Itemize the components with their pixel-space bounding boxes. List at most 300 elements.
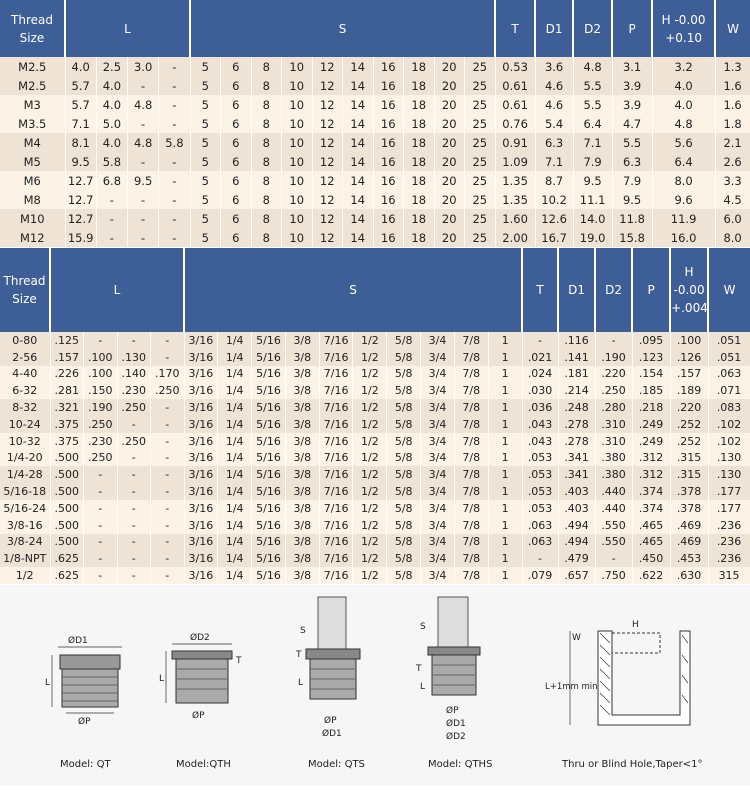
value-cell: 1.60 [495, 209, 535, 228]
value-cell: 7/8 [454, 382, 488, 399]
value-cell: 6 [221, 190, 252, 209]
value-cell: 5/8 [387, 382, 421, 399]
value-cell: 9.5 [65, 152, 96, 171]
table-row [0, 57, 750, 76]
value-cell: 6 [221, 76, 252, 95]
value-cell: 14 [343, 95, 374, 114]
value-cell: 25 [465, 95, 496, 114]
thread-size-cell: M5 [0, 152, 65, 171]
value-cell: - [151, 433, 185, 450]
diagram-qt [45, 635, 122, 770]
value-cell: 6.4 [652, 152, 715, 171]
table-row [0, 114, 750, 133]
value-cell: .190 [595, 349, 632, 366]
value-cell: .053 [522, 483, 558, 500]
value-cell: .043 [522, 433, 558, 450]
value-cell: 5/8 [387, 366, 421, 383]
value-cell: .250 [117, 399, 151, 416]
value-cell: - [522, 332, 558, 349]
value-cell: .469 [670, 517, 708, 534]
value-cell: 1 [488, 433, 522, 450]
value-cell: 3/4 [421, 382, 455, 399]
value-cell: .310 [595, 416, 632, 433]
value-cell: 5 [190, 171, 221, 190]
label-d2: ØD2 [446, 732, 466, 742]
value-cell: 3.1 [612, 57, 652, 76]
value-cell: 3/4 [421, 483, 455, 500]
value-cell: .150 [84, 382, 118, 399]
value-cell: 1 [488, 399, 522, 416]
value-cell: 5 [190, 133, 221, 152]
value-cell: .374 [632, 483, 670, 500]
value-cell: 3/16 [184, 567, 218, 584]
value-cell: 1 [488, 332, 522, 349]
value-cell: 18 [404, 228, 435, 247]
value-cell: 3/4 [421, 416, 455, 433]
value-cell: .250 [151, 382, 185, 399]
value-cell: 16 [373, 133, 404, 152]
value-cell: .079 [522, 567, 558, 584]
value-cell: 5 [190, 190, 221, 209]
value-cell: 6.4 [573, 114, 612, 133]
value-cell: 3/8 [285, 366, 319, 383]
value-cell: 3/8 [285, 466, 319, 483]
value-cell: 7/8 [454, 567, 488, 584]
value-cell: 3/8 [285, 433, 319, 450]
value-cell: .230 [84, 433, 118, 450]
value-cell: 1/4 [218, 433, 252, 450]
value-cell: 3/4 [421, 517, 455, 534]
value-cell: - [151, 517, 185, 534]
value-cell: 1/4 [218, 500, 252, 517]
value-cell: 1/4 [218, 483, 252, 500]
value-cell: .230 [117, 382, 151, 399]
value-cell: 12.7 [65, 209, 96, 228]
value-cell: 10 [282, 209, 313, 228]
value-cell: 7/8 [454, 450, 488, 467]
value-cell: .500 [50, 534, 84, 551]
value-cell: 7.9 [612, 171, 652, 190]
value-cell: 1.35 [495, 190, 535, 209]
value-cell: 1/4 [218, 349, 252, 366]
value-cell: 5 [190, 57, 221, 76]
value-cell: 1 [488, 450, 522, 467]
value-cell: .130 [708, 466, 750, 483]
value-cell: .278 [558, 433, 595, 450]
value-cell: .453 [670, 550, 708, 567]
value-cell: 14 [343, 76, 374, 95]
table-row [0, 550, 750, 567]
value-cell: .250 [84, 450, 118, 467]
value-cell: .170 [151, 366, 185, 383]
value-cell: 19.0 [573, 228, 612, 247]
value-cell: 5/8 [387, 416, 421, 433]
value-cell: - [117, 550, 151, 567]
diagram-qths [415, 597, 492, 770]
value-cell: 1/4 [218, 450, 252, 467]
value-cell: 5/16 [252, 399, 286, 416]
value-cell: 25 [465, 171, 496, 190]
label-t: T [236, 656, 242, 666]
value-cell: 1/2 [353, 567, 387, 584]
value-cell: .315 [670, 466, 708, 483]
value-cell: 10 [282, 133, 313, 152]
value-cell: 3/16 [184, 366, 218, 383]
value-cell: 1/2 [353, 450, 387, 467]
value-cell: 16.0 [652, 228, 715, 247]
value-cell: 8.7 [535, 171, 573, 190]
value-cell: .130 [117, 349, 151, 366]
value-cell: 1/4 [218, 382, 252, 399]
value-cell: .102 [708, 433, 750, 450]
value-cell: 12 [312, 95, 343, 114]
value-cell: 1/4 [218, 550, 252, 567]
value-cell: .500 [50, 517, 84, 534]
value-cell: .500 [50, 450, 84, 467]
value-cell: 4.8 [652, 114, 715, 133]
caption-qth: Model:QTH [176, 759, 231, 770]
value-cell: .126 [670, 349, 708, 366]
value-cell: 3/8 [285, 567, 319, 584]
value-cell: 16 [373, 95, 404, 114]
value-cell: 20 [434, 171, 465, 190]
value-cell: 16.7 [535, 228, 573, 247]
value-cell: 10 [282, 190, 313, 209]
value-cell: 12.7 [65, 171, 96, 190]
value-cell: - [159, 152, 190, 171]
value-cell: .374 [632, 500, 670, 517]
value-cell: .116 [558, 332, 595, 349]
value-cell: .220 [595, 366, 632, 383]
value-cell: 0.61 [495, 76, 535, 95]
table-header [0, 248, 750, 332]
thread-size-cell: M3.5 [0, 114, 65, 133]
value-cell: .550 [595, 517, 632, 534]
value-cell: 5/8 [387, 450, 421, 467]
value-cell: .378 [670, 483, 708, 500]
value-cell: 3/8 [285, 500, 319, 517]
header-thread-size: Thread Size [0, 0, 65, 57]
value-cell: 10 [282, 228, 313, 247]
value-cell: .469 [670, 534, 708, 551]
value-cell: 6 [221, 95, 252, 114]
value-cell: 25 [465, 228, 496, 247]
value-cell: - [159, 57, 190, 76]
value-cell: .380 [595, 466, 632, 483]
value-cell: .043 [522, 416, 558, 433]
diagram-hole [545, 620, 702, 770]
table-row [0, 76, 750, 95]
value-cell: - [84, 567, 118, 584]
value-cell: - [159, 76, 190, 95]
value-cell: .154 [632, 366, 670, 383]
value-cell: 5 [190, 209, 221, 228]
value-cell: 3/8 [285, 382, 319, 399]
value-cell: 1 [488, 550, 522, 567]
value-cell: .625 [50, 550, 84, 567]
value-cell: - [117, 567, 151, 584]
value-cell: 7.9 [573, 152, 612, 171]
diagram-qts [295, 597, 365, 770]
value-cell: 3/16 [184, 550, 218, 567]
value-cell: .341 [558, 450, 595, 467]
value-cell: .100 [84, 366, 118, 383]
thread-size-cell: 10-32 [0, 433, 50, 450]
value-cell: .190 [84, 399, 118, 416]
header-w: W [708, 248, 750, 332]
value-cell: 5.0 [96, 114, 127, 133]
value-cell: .157 [670, 366, 708, 383]
value-cell: 0.61 [495, 95, 535, 114]
value-cell: .036 [522, 399, 558, 416]
thread-size-cell: 3/8-24 [0, 534, 50, 551]
value-cell: 5.8 [96, 152, 127, 171]
value-cell: .063 [522, 534, 558, 551]
value-cell: 7/8 [454, 416, 488, 433]
value-cell: - [159, 95, 190, 114]
value-cell: - [84, 550, 118, 567]
value-cell: 10 [282, 95, 313, 114]
label-w: W [572, 633, 581, 643]
value-cell: 2.6 [715, 152, 750, 171]
table-row [0, 534, 750, 551]
value-cell: - [128, 76, 159, 95]
value-cell: 1/2 [353, 399, 387, 416]
value-cell: 7/16 [319, 483, 353, 500]
value-cell: - [128, 190, 159, 209]
value-cell: .125 [50, 332, 84, 349]
value-cell: 1 [488, 483, 522, 500]
value-cell: .157 [50, 349, 84, 366]
value-cell: .177 [708, 500, 750, 517]
value-cell: 5.5 [573, 95, 612, 114]
value-cell: 10 [282, 114, 313, 133]
value-cell: 7/8 [454, 534, 488, 551]
value-cell: 12 [312, 190, 343, 209]
header-d1: D1 [535, 0, 573, 57]
table-row [0, 517, 750, 534]
value-cell: 1 [488, 466, 522, 483]
value-cell: 7/16 [319, 466, 353, 483]
table-row [0, 133, 750, 152]
value-cell: .375 [50, 416, 84, 433]
value-cell: - [84, 483, 118, 500]
value-cell: .181 [558, 366, 595, 383]
value-cell: 18 [404, 133, 435, 152]
value-cell: 3/8 [285, 517, 319, 534]
label-d1: ØD1 [68, 636, 88, 646]
value-cell: 10 [282, 171, 313, 190]
value-cell: 3/4 [421, 550, 455, 567]
value-cell: 5.6 [652, 133, 715, 152]
value-cell: 3/4 [421, 466, 455, 483]
header-l: L [65, 0, 190, 57]
value-cell: 3.6 [535, 57, 573, 76]
value-cell: 1/2 [353, 500, 387, 517]
value-cell: 3/8 [285, 550, 319, 567]
value-cell: 20 [434, 190, 465, 209]
thread-size-cell: 8-32 [0, 399, 50, 416]
value-cell: 18 [404, 95, 435, 114]
thread-size-cell: M4 [0, 133, 65, 152]
value-cell: 3/16 [184, 500, 218, 517]
label-s: S [300, 626, 306, 636]
table-row [0, 152, 750, 171]
value-cell: - [151, 466, 185, 483]
value-cell: .071 [708, 382, 750, 399]
value-cell: .083 [708, 399, 750, 416]
value-cell: - [117, 534, 151, 551]
table-row [0, 209, 750, 228]
caption-qths: Model: QTHS [428, 759, 493, 770]
value-cell: 7.1 [573, 133, 612, 152]
value-cell: 9.5 [573, 171, 612, 190]
value-cell: .630 [670, 567, 708, 584]
value-cell: 16 [373, 171, 404, 190]
value-cell: 25 [465, 190, 496, 209]
value-cell: 1/4 [218, 517, 252, 534]
value-cell: - [151, 332, 185, 349]
value-cell: 14 [343, 228, 374, 247]
value-cell: 5/16 [252, 466, 286, 483]
value-cell: 25 [465, 57, 496, 76]
value-cell: 1.6 [715, 95, 750, 114]
label-l: L [420, 682, 426, 692]
value-cell: - [96, 209, 127, 228]
value-cell: 20 [434, 76, 465, 95]
value-cell: 1/2 [353, 332, 387, 349]
value-cell: 1/4 [218, 567, 252, 584]
value-cell: 1/4 [218, 399, 252, 416]
value-cell: .550 [595, 534, 632, 551]
value-cell: 14 [343, 152, 374, 171]
value-cell: 0.76 [495, 114, 535, 133]
value-cell: 5.7 [65, 76, 96, 95]
value-cell: 12 [312, 152, 343, 171]
value-cell: 7/8 [454, 332, 488, 349]
table-row [0, 567, 750, 584]
value-cell: 5/16 [252, 366, 286, 383]
value-cell: 14 [343, 190, 374, 209]
value-cell: 9.5 [612, 190, 652, 209]
value-cell: .310 [595, 433, 632, 450]
value-cell: 5/16 [252, 534, 286, 551]
value-cell: 8 [251, 95, 282, 114]
value-cell: 15.8 [612, 228, 652, 247]
value-cell: 8 [251, 209, 282, 228]
value-cell: 6 [221, 114, 252, 133]
value-cell: 9.6 [652, 190, 715, 209]
value-cell: - [151, 567, 185, 584]
inch-dimension-table [0, 248, 750, 584]
value-cell: 7/8 [454, 500, 488, 517]
value-cell: 8 [251, 171, 282, 190]
value-cell: 4.8 [128, 95, 159, 114]
value-cell: 8.1 [65, 133, 96, 152]
value-cell: 5/16 [252, 500, 286, 517]
value-cell: 2.00 [495, 228, 535, 247]
value-cell: 1.8 [715, 114, 750, 133]
value-cell: 3/4 [421, 366, 455, 383]
value-cell: 12.6 [535, 209, 573, 228]
value-cell: 5.8 [159, 133, 190, 152]
value-cell: - [117, 483, 151, 500]
value-cell: 4.5 [715, 190, 750, 209]
table-row [0, 433, 750, 450]
value-cell: .185 [632, 382, 670, 399]
value-cell: 3/8 [285, 534, 319, 551]
value-cell: .218 [632, 399, 670, 416]
value-cell: - [159, 171, 190, 190]
value-cell: .378 [670, 500, 708, 517]
value-cell: 5/8 [387, 399, 421, 416]
value-cell: 7.1 [65, 114, 96, 133]
value-cell: 5/16 [252, 332, 286, 349]
value-cell: 8.0 [715, 228, 750, 247]
table-row [0, 483, 750, 500]
value-cell: 3/16 [184, 483, 218, 500]
value-cell: .500 [50, 483, 84, 500]
value-cell: 1 [488, 567, 522, 584]
value-cell: .063 [522, 517, 558, 534]
table-row [0, 399, 750, 416]
value-cell: .380 [595, 450, 632, 467]
value-cell: 7/8 [454, 483, 488, 500]
value-cell: - [128, 152, 159, 171]
value-cell: .312 [632, 450, 670, 467]
value-cell: .250 [117, 433, 151, 450]
value-cell: .341 [558, 466, 595, 483]
value-cell: .063 [708, 366, 750, 383]
value-cell: 12.7 [65, 190, 96, 209]
header-t: T [495, 0, 535, 57]
value-cell: 8 [251, 57, 282, 76]
value-cell: .021 [522, 349, 558, 366]
value-cell: .278 [558, 416, 595, 433]
value-cell: 7/16 [319, 349, 353, 366]
value-cell: 7.1 [535, 152, 573, 171]
value-cell: 5.4 [535, 114, 573, 133]
value-cell: 3/16 [184, 517, 218, 534]
label-t: T [296, 650, 302, 660]
value-cell: 20 [434, 57, 465, 76]
header-p: P [632, 248, 670, 332]
value-cell: - [151, 416, 185, 433]
table-row [0, 190, 750, 209]
value-cell: 1.3 [715, 57, 750, 76]
thread-size-cell: 2-56 [0, 349, 50, 366]
thread-size-cell: 0-80 [0, 332, 50, 349]
thread-size-cell: 1/8-NPT [0, 550, 50, 567]
value-cell: .321 [50, 399, 84, 416]
value-cell: 1 [488, 416, 522, 433]
value-cell: 14 [343, 209, 374, 228]
value-cell: - [159, 228, 190, 247]
value-cell: .250 [595, 382, 632, 399]
value-cell: 5.5 [612, 133, 652, 152]
value-cell: 7/16 [319, 567, 353, 584]
table-row [0, 366, 750, 383]
thread-size-cell: 4-40 [0, 366, 50, 383]
thread-size-cell: M2.5 [0, 57, 65, 76]
value-cell: 3/4 [421, 349, 455, 366]
value-cell: 25 [465, 209, 496, 228]
value-cell: 4.0 [65, 57, 96, 76]
value-cell: 5.7 [65, 95, 96, 114]
value-cell: 7/8 [454, 366, 488, 383]
value-cell: .226 [50, 366, 84, 383]
value-cell: 1/2 [353, 416, 387, 433]
